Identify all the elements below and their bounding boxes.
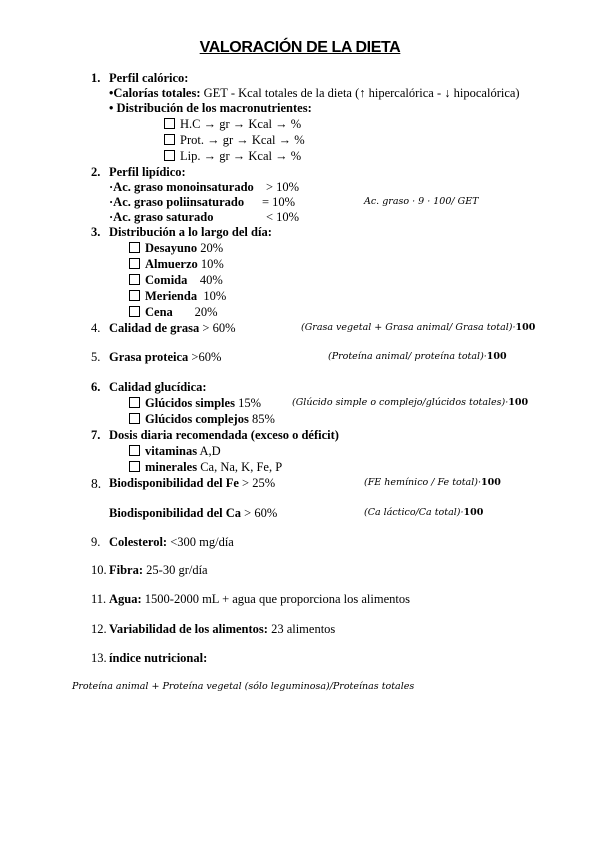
bio-ca-line	[109, 506, 277, 521]
section-number: 3.	[91, 225, 101, 239]
bio-fe-formula	[364, 477, 501, 488]
final-formula: Proteína animal + Proteína vegetal (sólo leguminosa)/Proteínas totales	[72, 681, 415, 692]
formula-text: (Ca láctico/Ca total)·	[364, 507, 464, 518]
formula-text: (Proteína animal/ proteína total)·	[328, 351, 487, 362]
grasa-proteica-label: Grasa proteica	[109, 350, 189, 364]
grasa-proteica-formula	[328, 351, 507, 362]
glucido-item-simples[interactable]	[129, 396, 261, 411]
indice-nutricional-label: índice nutricional:	[109, 651, 208, 665]
macronutrients-heading: • Distribución de los macronutrientes:	[109, 101, 312, 115]
formula-100: 100	[486, 351, 507, 362]
section-heading-dosis: Dosis diaria recomendada (exceso o déficit)	[109, 428, 339, 442]
formula-text: (Grasa vegetal + Grasa animal/ Grasa total)·	[301, 322, 516, 333]
fibra-label: Fibra:	[109, 563, 144, 577]
dosis-label: vitaminas	[145, 444, 198, 458]
glucido-item-complejos[interactable]	[129, 412, 275, 427]
grasa-proteica-value: >60%	[188, 350, 222, 364]
calorias-totales-line	[109, 86, 520, 101]
formula-100: 100	[515, 322, 536, 333]
macro-item-prot[interactable]	[164, 133, 305, 148]
glucido-label: Glúcidos complejos	[145, 412, 249, 426]
macro-label: Prot. → gr → Kcal → %	[180, 133, 305, 147]
checkbox[interactable]	[164, 134, 175, 145]
section-number: 11.	[91, 592, 107, 606]
glucido-value: 85%	[248, 412, 275, 426]
bio-fe-label: Biodisponibilidad del Fe	[109, 476, 239, 490]
colesterol-value: <300 mg/día	[167, 535, 234, 549]
lipid-formula: Ac. graso · 9 · 100/ GET	[364, 196, 479, 207]
page-title: VALORACIÓN DE LA DIETA	[199, 39, 401, 56]
checkbox[interactable]	[129, 242, 140, 253]
meal-label: Cena	[145, 305, 173, 319]
dosis-label: minerales	[145, 460, 198, 474]
dosis-item-vitaminas[interactable]	[129, 444, 221, 459]
variabilidad-value: 23 alimentos	[267, 622, 336, 636]
glucido-label: Glúcidos simples	[145, 396, 235, 410]
lipid-label-sat: ·Ac. graso saturado	[109, 210, 214, 224]
meal-item-merienda[interactable]	[129, 289, 226, 304]
glucido-formula	[292, 397, 528, 408]
calorias-totales-text: GET - Kcal totales de la dieta (↑ hipercalórica - ↓ hipocalórica)	[200, 86, 520, 100]
formula-100: 100	[463, 507, 484, 518]
macro-item-lip[interactable]	[164, 149, 301, 164]
checkbox[interactable]	[129, 306, 140, 317]
dosis-value: A,D	[197, 444, 221, 458]
calidad-grasa-label: Calidad de grasa	[109, 321, 200, 335]
formula-text: (FE hemínico / Fe total)·	[364, 477, 481, 488]
meal-value: 20%	[194, 305, 218, 319]
meal-label: Almuerzo	[145, 257, 198, 271]
dosis-item-minerales[interactable]	[129, 460, 282, 475]
bio-ca-formula	[364, 507, 483, 518]
section-number: 9.	[91, 535, 101, 549]
lipid-value-sat: < 10%	[266, 210, 300, 224]
meal-item-comida[interactable]	[129, 273, 223, 288]
fibra-line	[109, 563, 208, 578]
agua-line	[109, 592, 410, 607]
lipid-label-poli: ·Ac. graso poliinsaturado	[109, 195, 245, 209]
meal-value: 10%	[203, 289, 227, 303]
section-number: 13.	[91, 651, 107, 665]
checkbox[interactable]	[129, 290, 140, 301]
variabilidad-label: Variabilidad de los alimentos:	[109, 622, 268, 636]
meal-label: Comida	[145, 273, 188, 287]
section-number: 7.	[91, 428, 101, 442]
colesterol-label: Colesterol:	[109, 535, 168, 549]
lipid-value-mono: > 10%	[266, 180, 300, 194]
checkbox[interactable]	[129, 274, 140, 285]
section-heading-perfil-lipidico: Perfil lipídico:	[109, 165, 186, 179]
macro-item-hc[interactable]	[164, 117, 301, 132]
checkbox[interactable]	[129, 413, 140, 424]
dosis-value: Ca, Na, K, Fe, P	[197, 460, 283, 474]
bio-fe-line	[109, 476, 275, 491]
section-heading-calidad-glucidica: Calidad glucídica:	[109, 380, 207, 394]
section-number: 8.	[91, 476, 102, 491]
section-number: 2.	[91, 165, 101, 179]
checkbox[interactable]	[129, 461, 140, 472]
section-number: 12.	[91, 622, 107, 636]
meal-value: 20%	[200, 241, 224, 255]
glucido-value: 15%	[234, 396, 261, 410]
checkbox[interactable]	[164, 150, 175, 161]
calidad-grasa-formula	[301, 322, 535, 333]
lipid-label-mono: ·Ac. graso monoinsaturado	[109, 180, 254, 194]
section-number: 1.	[91, 71, 101, 85]
fibra-value: 25-30 gr/día	[143, 563, 208, 577]
variabilidad-line	[109, 622, 335, 637]
formula-100: 100	[480, 477, 501, 488]
formula-100: 100	[508, 397, 529, 408]
calorias-totales-label: •Calorías totales:	[109, 86, 201, 100]
bio-fe-value: > 25%	[238, 476, 276, 490]
colesterol-line	[109, 535, 234, 550]
grasa-proteica-line	[109, 350, 221, 365]
meal-item-almuerzo[interactable]	[129, 257, 224, 272]
lipid-value-poli: = 10%	[262, 195, 296, 209]
checkbox[interactable]	[129, 445, 140, 456]
agua-label: Agua:	[109, 592, 142, 606]
section-number: 10.	[91, 563, 107, 577]
bio-ca-value: > 60%	[241, 506, 278, 520]
agua-value: 1500-2000 mL + agua que proporciona los alimentos	[141, 592, 410, 606]
meal-item-desayuno[interactable]	[129, 241, 223, 256]
section-number: 4.	[91, 321, 101, 335]
meal-value: 40%	[199, 273, 223, 287]
section-heading-distribucion: Distribución a lo largo del día:	[109, 225, 272, 239]
meal-value: 10%	[200, 257, 224, 271]
macro-label: Lip. → gr → Kcal → %	[180, 149, 302, 163]
checkbox[interactable]	[129, 397, 140, 408]
macro-label: H.C → gr → Kcal → %	[180, 117, 302, 131]
section-number: 5.	[91, 350, 101, 364]
calidad-grasa-value: > 60%	[199, 321, 236, 335]
meal-label: Desayuno	[145, 241, 198, 255]
meal-label: Merienda	[145, 289, 198, 303]
bio-ca-label: Biodisponibilidad del Ca	[109, 506, 242, 520]
checkbox[interactable]	[129, 258, 140, 269]
calidad-grasa-line	[109, 321, 236, 336]
section-heading-perfil-calorico: Perfil calórico:	[109, 71, 189, 85]
checkbox[interactable]	[164, 118, 175, 129]
meal-item-cena[interactable]	[129, 305, 218, 320]
section-number: 6.	[91, 380, 101, 394]
formula-text: (Glúcido simple o complejo/glúcidos totales)·	[292, 397, 509, 408]
